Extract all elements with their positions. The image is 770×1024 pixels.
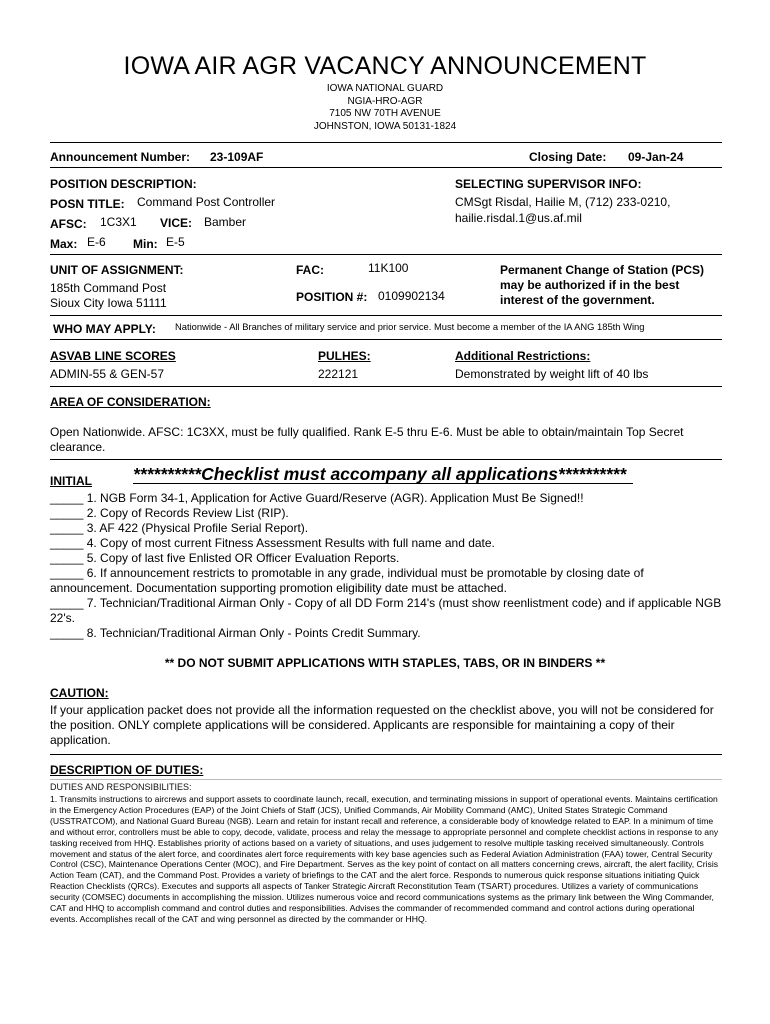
area-heading: AREA OF CONSIDERATION: <box>50 395 211 409</box>
divider <box>50 142 722 143</box>
page-title: IOWA AIR AGR VACANCY ANNOUNCEMENT <box>123 52 647 80</box>
unit-heading: UNIT OF ASSIGNMENT: <box>50 263 184 277</box>
divider <box>50 779 722 780</box>
address-line: IOWA NATIONAL GUARD <box>326 83 444 94</box>
max-value: E-6 <box>87 235 106 249</box>
divider <box>50 386 722 387</box>
posn-title-label: POSN TITLE: <box>50 197 125 211</box>
banner-underline <box>133 483 633 484</box>
divider <box>50 254 722 255</box>
divider <box>50 459 722 460</box>
divider <box>50 754 722 755</box>
min-label: Min: <box>133 237 158 251</box>
min-value: E-5 <box>166 235 185 249</box>
asvab-heading: ASVAB LINE SCORES <box>50 349 176 363</box>
closing-date-label: Closing Date: <box>529 150 607 164</box>
unit-line: Sioux City Iowa 51111 <box>50 296 167 310</box>
announcement-number-value: 23-109AF <box>210 150 264 164</box>
fac-value: 11K100 <box>368 261 409 275</box>
area-text: Open Nationwide. AFSC: 1C3XX, must be fully qualified. Rank E-5 thru E-6. Must be able to obtain/maintain Top Secret clearance. <box>50 425 684 454</box>
vice-value: Bamber <box>204 215 247 229</box>
who-may-apply-label: WHO MAY APPLY: <box>53 322 156 336</box>
caution-heading: CAUTION: <box>50 686 109 700</box>
divider <box>50 167 722 168</box>
supervisor-email: hailie.risdal.1@us.af.mil <box>455 211 582 225</box>
fac-label: FAC: <box>296 263 324 277</box>
checklist-item: _____ 3. AF 422 (Physical Profile Serial Report). <box>50 521 309 535</box>
supervisor-heading: SELECTING SUPERVISOR INFO: <box>455 177 642 191</box>
posn-title-value: Command Post Controller <box>137 195 276 209</box>
max-label: Max: <box>50 237 78 251</box>
checklist-item: _____ 8. Technician/Traditional Airman Only - Points Credit Summary. <box>50 626 421 640</box>
asvab-value: ADMIN-55 & GEN-57 <box>50 367 165 381</box>
supervisor-line: CMSgt Risdal, Hailie M, (712) 233-0210, <box>455 195 671 209</box>
address-block <box>0 83 770 133</box>
pcs-note: Permanent Change of Station (PCS) <box>500 263 705 277</box>
divider <box>50 339 722 340</box>
checklist-item: _____ 4. Copy of most current Fitness Assessment Results with full name and date. <box>50 536 495 550</box>
checklist-item: _____ 6. If announcement restricts to promotable in any grade, individual must be promotable by closing date of announcement. Documentation supporting promotion eligibility date must be attached. <box>50 566 644 595</box>
checklist <box>50 491 722 641</box>
pulhes-value: 222121 <box>318 367 359 381</box>
address-line: NGIA-HRO-AGR <box>347 95 423 107</box>
afsc-label: AFSC: <box>50 217 87 231</box>
restrictions-heading: Additional Restrictions: <box>455 349 591 363</box>
afsc-value: 1C3X1 <box>100 215 137 229</box>
caution-text: If your application packet does not provide all the information requested on the checklist above, you will not be considered for the position. ONLY complete applications will be considered. Applicants are responsible for maintaining a copy of their application. <box>50 703 714 747</box>
closing-date-value: 09-Jan-24 <box>628 150 684 164</box>
no-staples-notice: ** DO NOT SUBMIT APPLICATIONS WITH STAPLES, TABS, OR IN BINDERS ** <box>164 656 606 670</box>
duties-heading: DESCRIPTION OF DUTIES: <box>50 763 204 777</box>
announcement-number-label: Announcement Number: <box>50 150 191 164</box>
duties-text: 1. Transmits instructions to aircrews and support assets to coordinate launch, recall, execution, and terminating missions in support of operational events. Maintains certification in the Emergency Action Procedures (EAP) of the Joint Chiefs of Staff (JCS), Unified Commands, Air Mobility Command (AMC), United States Strategic Command (USSTRATCOM), and National Guard Bureau (NGB). Learn and retain for instant recall and reference, a considerable body of knowledge related to EAP. In a minimum of time and without error, controllers must be able to copy, decode, validate, process and relay the message to appropriate personnel and complete checklist actions in response to any tasking received from HHQ. Establishes priority of actions based on a variety of situations, and uses judgement to resolve multiple tasking received simultaneously. Controls movement and status of the alert force, and coordinates alert force requirements with key base agencies such as Federal Aviation Administration (FAA) tower, Central Security Control (CSC), Maintenance Operations Center (MOC), and Fire Department. Serves as the key point of contact on all matters concerning crews, aircraft, the alert facility, Crisis Action Team (CAT), and the Command Post. Provides a variety of briefings to the CAT and the alert force. Responds to numerous quick response situations initiating Quick Reaction Checklists (QRCs). Executes and supports all aspects of Tanker Strategic Aircraft Reconstitution Team (TSART) procedures. Utilizes a variety of communications security (COMSEC) documents in accomplishing the mission. Utilizes numerous voice and record communications systems as the primary link between the Wing Commander, CAT and HHQ to accomplish command and control duties and responsibilities. Advises the commander of recommended command and control actions during operational events. Accomplishes recall of the CAT and wing personnel as directed by the commander or HHQ. <box>50 794 719 924</box>
checklist-banner: **********Checklist must accompany all applications********** <box>133 464 627 484</box>
address-line: 7105 NW 70TH AVENUE <box>329 108 441 119</box>
pulhes-heading: PULHES: <box>318 349 371 363</box>
checklist-item: _____ 2. Copy of Records Review List (RIP). <box>50 506 289 520</box>
duties-subheading: DUTIES AND RESPONSIBILITIES: <box>50 782 192 792</box>
divider <box>50 315 722 316</box>
address-line: JOHNSTON, IOWA 50131-1824 <box>313 120 457 132</box>
vice-label: VICE: <box>160 216 193 230</box>
initial-label: INITIAL <box>50 474 92 488</box>
restrictions-value: Demonstrated by weight lift of 40 lbs <box>455 367 649 381</box>
pcs-note: interest of the government. <box>500 293 655 307</box>
position-description-heading: POSITION DESCRIPTION: <box>50 177 197 191</box>
position-number-label: POSITION #: <box>296 290 368 304</box>
who-may-apply-value: Nationwide - All Branches of military service and prior service. Must become a member of the IA ANG 185th Wing <box>175 321 645 332</box>
checklist-item: _____ 1. NGB Form 34-1, Application for Active Guard/Reserve (AGR). Application Must Be Signed!! <box>50 491 584 505</box>
checklist-item: _____ 7. Technician/Traditional Airman Only - Copy of all DD Form 214's (must show reenlistment code) and if applicable NGB 22's. <box>50 596 722 625</box>
position-number-value: 0109902134 <box>378 289 445 303</box>
unit-line: 185th Command Post <box>50 281 167 295</box>
pcs-note: may be authorized if in the best <box>500 278 680 292</box>
checklist-item: _____ 5. Copy of last five Enlisted OR Officer Evaluation Reports. <box>50 551 400 565</box>
